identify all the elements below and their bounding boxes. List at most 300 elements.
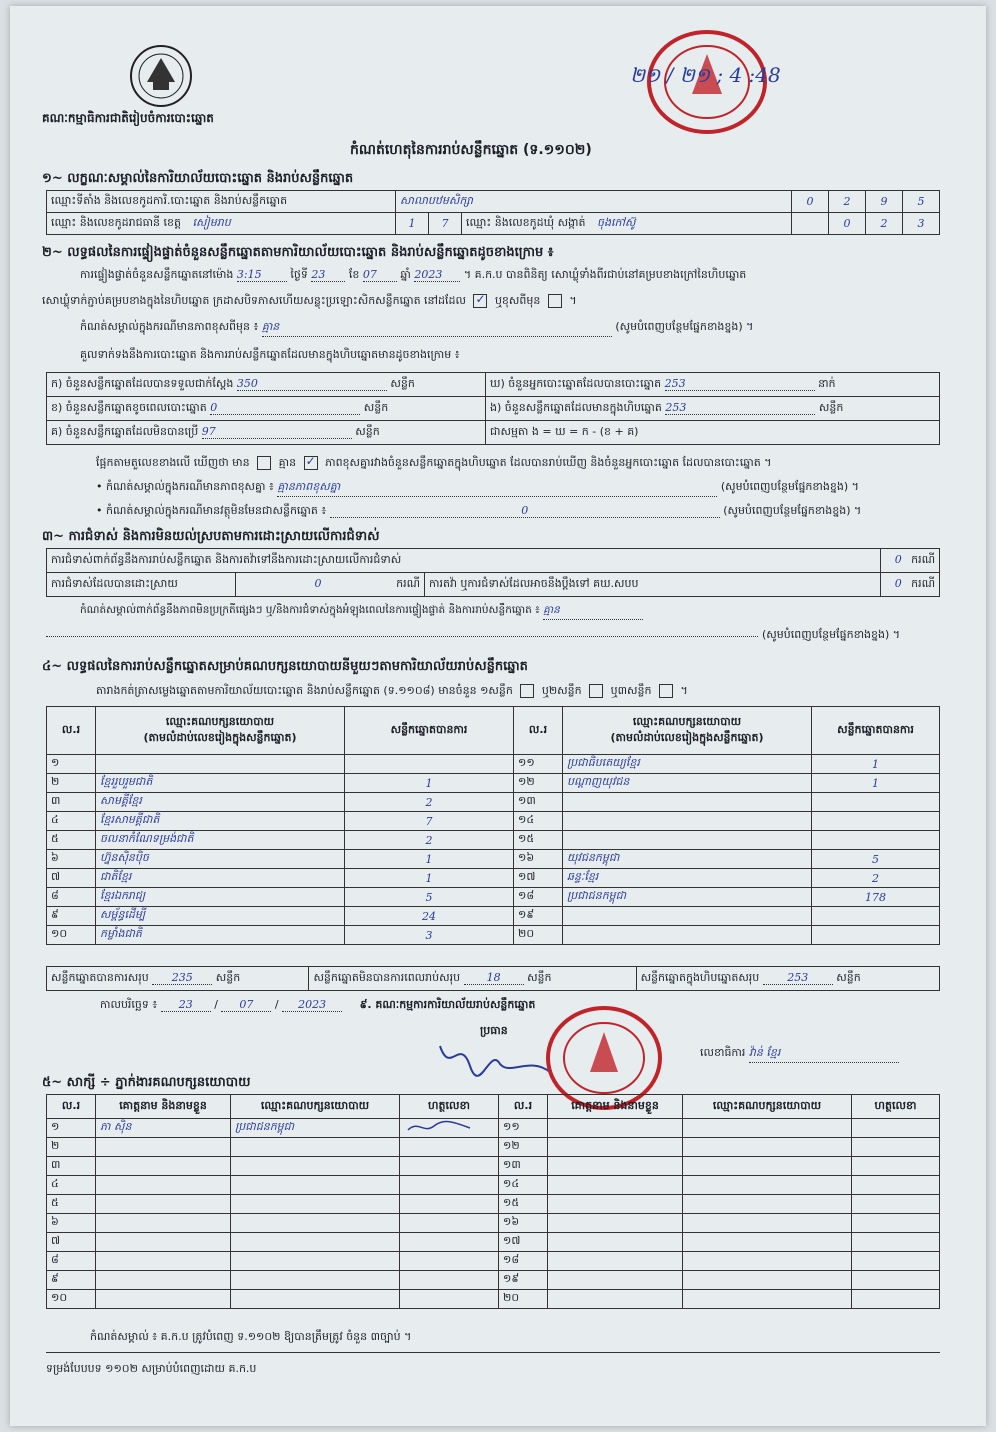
count-value: 253	[665, 401, 815, 415]
total-invalid-value: 18	[464, 971, 524, 985]
witness-name	[548, 1233, 683, 1252]
office-code-digit: 2	[829, 191, 866, 213]
foreign-value: 0	[330, 504, 720, 518]
total-valid-value: 235	[152, 971, 212, 985]
row-number: ១៧	[499, 1233, 548, 1252]
witness-signature	[852, 1271, 940, 1290]
party-votes: 178	[812, 888, 940, 907]
party-name: បណ្តាញយុវជន	[563, 774, 812, 793]
row-number: ១៩	[499, 1271, 548, 1290]
party-votes	[345, 755, 514, 774]
count-value: 0	[210, 401, 360, 415]
count-unit: សន្លឹក	[818, 400, 844, 414]
objection-count: 0	[894, 552, 902, 566]
row-number: ២	[47, 1138, 96, 1157]
commune-cell	[462, 213, 792, 235]
witness-party	[683, 1252, 852, 1271]
section2-title: ២~ លទ្ធផលនៃការផ្ទៀងផ្ទាត់ចំនួនសន្លឹកឆ្នោតតាមការិយាល័យបោះឆ្នោត និងរាប់សន្លឹកឆ្នោតដូចខាងក្រោម ៖	[42, 245, 554, 260]
table-row	[47, 1233, 940, 1252]
committee-sign-title: ៩. គណៈកម្មការការិយាល័យរាប់សន្លឹកឆ្នោត	[359, 998, 536, 1011]
change-note-label: កំណត់សម្គាល់ក្នុងករណីមានភាពខុសពីមុន ៖	[80, 320, 259, 333]
row-number: ១	[47, 755, 96, 774]
witness-signature	[852, 1214, 940, 1233]
witness-table	[46, 1094, 940, 1309]
section1-title: ១~ លក្ខណៈសម្គាល់នៃការិយាល័យបោះឆ្នោត និងរាប់សន្លឹកឆ្នោត	[42, 171, 354, 186]
witness-signature	[400, 1195, 499, 1214]
footer-divider	[46, 1352, 940, 1353]
table-row	[47, 1214, 940, 1233]
table-row	[47, 1119, 940, 1138]
witness-name	[96, 1195, 231, 1214]
totals-table	[46, 966, 940, 991]
witness-signature	[400, 1271, 499, 1290]
party-name: ប្រជាធិបតេយ្យខ្មែរ	[563, 755, 812, 774]
party-votes: 24	[345, 907, 514, 926]
total-invalid-cell	[309, 967, 636, 991]
table-row	[47, 774, 940, 793]
witness-signature	[852, 1195, 940, 1214]
row-number: ១៥	[514, 831, 563, 850]
row-number: ២	[47, 774, 96, 793]
witness-name	[96, 1271, 231, 1290]
witness-name	[548, 1214, 683, 1233]
table-row	[47, 850, 940, 869]
irregularity-extra-line	[46, 636, 758, 637]
party-name	[563, 793, 812, 812]
witness-name	[96, 1157, 231, 1176]
commune-code-digit: 2	[866, 213, 903, 235]
appeal-value	[881, 573, 940, 597]
witness-signature	[400, 1290, 499, 1309]
secretary-label: លេខាធិការ	[700, 1046, 746, 1059]
party-name: ខ្មែររួបរួមជាតិ	[96, 774, 345, 793]
witness-party	[683, 1176, 852, 1195]
witness-name	[548, 1271, 683, 1290]
secretary-name: វ៉ាន់ ខ្មែរ	[749, 1046, 899, 1063]
discrepancy-tail: ភាពខុសគ្នារវាងចំនួនសន្លឹកឆ្នោតក្នុងហិបឆ្នោត ដែលបានរាប់ឃើញ និងចំនួនអ្នកបោះឆ្នោត ដែលបានបោះឆ្នោត ។	[325, 456, 772, 469]
province-code-digit: 7	[429, 213, 462, 235]
province-label	[47, 213, 396, 235]
party-name: ជាតិខ្មែរ	[96, 869, 345, 888]
objection-unit: ករណី	[911, 552, 935, 566]
foreign-line	[96, 504, 861, 520]
table-row	[47, 1290, 940, 1309]
footer-note: កំណត់សម្គាល់ ៖ គ.ក.ប ត្រូវបំពេញ ទ.១១០២ ឱ្យបានត្រឹមត្រូវ ចំនួន ៣ច្បាប់ ។	[90, 1330, 412, 1343]
count-label: ខ) ចំនួនសន្លឹកឆ្នោតខូចពេលបោះឆ្នោត	[51, 400, 207, 414]
office-code-digit: 9	[866, 191, 903, 213]
row-number: ១៥	[499, 1195, 548, 1214]
witness-party: ប្រជាជនកម្ពុជា	[231, 1119, 400, 1138]
row-number: ៩	[47, 907, 96, 926]
ballot-count-table	[46, 372, 940, 445]
count-row-b	[47, 397, 486, 421]
party-votes	[812, 793, 940, 812]
table-row	[47, 1176, 940, 1195]
col-no: ល.រ	[499, 1095, 548, 1119]
three-sheets-label: ឬ៣សន្លឹក	[610, 684, 652, 697]
party-votes: 5	[345, 888, 514, 907]
count-row-e	[486, 397, 940, 421]
row-number: ១៤	[514, 812, 563, 831]
party-name: ខ្មែរឯករាជ្យ	[96, 888, 345, 907]
witness-name	[548, 1252, 683, 1271]
witness-party	[683, 1157, 852, 1176]
witness-party	[231, 1195, 400, 1214]
section5-title: ៥~ សាក្សី ÷ ភ្នាក់ងារគណបក្សនយោបាយ	[42, 1075, 251, 1090]
party-name	[563, 926, 812, 945]
tally-sheet-text: តារាងកត់ត្រាសម្លេងឆ្នោតតាមការិយាល័យបោះឆ្នោត និងរាប់សន្លឹកឆ្នោត (ទ.១១០៨) មានចំនួន ១សន្លឹក	[96, 684, 513, 697]
witness-signature	[400, 1119, 499, 1138]
irregularity-note-value: គ្មាន	[543, 604, 643, 620]
party-votes	[812, 831, 940, 850]
col-party	[96, 707, 345, 755]
party-name: សាមគ្គីខ្មែរ	[96, 793, 345, 812]
tally-sheet-line: តារាងកត់ត្រាសម្លេងឆ្នោតតាមការិយាល័យបោះឆ្នោត និងរាប់សន្លឹកឆ្នោត (ទ.១១០៨) មានចំនួន ១សន្លឹក ឬ២សន្លឹក ឬ៣សន្លឹក ។	[96, 684, 688, 697]
row-number: ៨	[47, 888, 96, 907]
count-label: ក) ចំនួនសន្លឹកឆ្នោតដែលបានទទួលជាក់ស្តែង	[51, 376, 234, 390]
total-box-value: 253	[763, 971, 833, 985]
party-votes	[812, 926, 940, 945]
row-number: ២០	[514, 926, 563, 945]
office-code-digit: 0	[792, 191, 829, 213]
witness-name	[96, 1233, 231, 1252]
irregularity-note-line	[80, 604, 643, 620]
objections-table	[46, 548, 940, 597]
province-name: សៀមរាប	[192, 215, 231, 229]
party-name: សម្ព័ន្ធដើម្បី	[96, 907, 345, 926]
party-name: យុវជនកម្ពុជា	[563, 850, 812, 869]
party-name	[96, 755, 345, 774]
party-votes: 2	[345, 793, 514, 812]
disc-note-line	[96, 480, 859, 497]
same-checkbox[interactable]	[473, 294, 487, 308]
total-valid-cell	[47, 967, 309, 991]
appeal-count: 0	[894, 576, 902, 590]
year-label: ឆ្នាំ	[400, 268, 411, 281]
col-no: ល.រ	[47, 1095, 96, 1119]
witness-name	[548, 1195, 683, 1214]
count-row-d	[486, 373, 940, 397]
resolved-unit: ករណី	[396, 576, 420, 590]
table-row	[47, 926, 940, 945]
witness-signature	[400, 1138, 499, 1157]
col-votes: សន្លឹកឆ្នោតបានការ	[345, 707, 514, 755]
col-party-title: ឈ្មោះគណបក្សនយោបាយ	[165, 714, 275, 728]
commune-code-digit: 0	[829, 213, 866, 235]
party-name	[563, 831, 812, 850]
province-label-text: ឈ្មោះ និងលេខកូដរាជធានី ខេត្ត	[51, 215, 181, 229]
table-row	[47, 1252, 940, 1271]
witness-signature	[852, 1290, 940, 1309]
row-number: ៤	[47, 1176, 96, 1195]
objection-value	[881, 549, 940, 573]
form-title: កំណត់ហេតុនៃការរាប់សន្លឹកឆ្នោត (ទ.១១០២)	[350, 142, 592, 158]
row-number: ១៣	[514, 793, 563, 812]
party-name: កម្លាំងជាតិ	[96, 926, 345, 945]
objection-label: ការជំទាស់ពាក់ព័ន្ធនឹងការរាប់សន្លឹកឆ្នោត និងការតវ៉ាទៅនឹងការដោះស្រាយលើការជំទាស់	[47, 549, 881, 573]
witness-signature	[852, 1138, 940, 1157]
no-label: គ្មាន	[278, 456, 297, 469]
row-number: ៦	[47, 1214, 96, 1233]
party-votes: 3	[345, 926, 514, 945]
col-sign: ហត្ថលេខា	[400, 1095, 499, 1119]
party-votes: 5	[812, 850, 940, 869]
row-number: ២០	[499, 1290, 548, 1309]
witness-name	[548, 1119, 683, 1138]
witness-signature	[400, 1157, 499, 1176]
verify-time: 3:15	[237, 268, 287, 282]
party-votes: 1	[812, 774, 940, 793]
party-name: ហ្វ៊ុនស៊ិនប៉ិច	[96, 850, 345, 869]
discrepancy-no-checkbox[interactable]	[304, 456, 318, 470]
row-number: ១៨	[499, 1252, 548, 1271]
discrepancy-yes-checkbox[interactable]	[257, 456, 271, 470]
witness-signature	[400, 1176, 499, 1195]
witness-party	[231, 1252, 400, 1271]
col-party-sub: (តាមលំដាប់លេខរៀងក្នុងសន្លឹកឆ្នោត)	[143, 730, 297, 744]
foreign-label: • កំណត់សម្គាល់ក្នុងករណីមានវត្ថុមិនមែនជាសន្លឹកឆ្នោត ៖	[96, 504, 327, 517]
table-row	[47, 1138, 940, 1157]
witness-signature	[400, 1214, 499, 1233]
total-invalid-label: សន្លឹកឆ្នោតមិនបានការពេលរាប់សរុប	[313, 970, 461, 984]
count-value: 97	[202, 425, 352, 439]
month-label: ខែ	[348, 268, 360, 281]
location-name: សាលាបឋមសិក្សា	[396, 191, 792, 213]
witness-name	[548, 1138, 683, 1157]
row-number: ៧	[47, 1233, 96, 1252]
party-votes: 1	[812, 755, 940, 774]
province-code-digit: 1	[396, 213, 429, 235]
row-number: ១២	[499, 1138, 548, 1157]
party-votes: 7	[345, 812, 514, 831]
formula-cell: ជាសម្មតា ង = ឃ = ក - (ខ + គ)	[486, 421, 940, 445]
party-name: ឆន្ទៈខ្មែរ	[563, 869, 812, 888]
row-number: ១៨	[514, 888, 563, 907]
witness-name	[96, 1290, 231, 1309]
secretary-line	[700, 1046, 899, 1063]
count-unit: សន្លឹក	[390, 376, 415, 390]
row-number: ៩	[47, 1271, 96, 1290]
row-number: ១៦	[499, 1214, 548, 1233]
count-label: គ) ចំនួនសន្លឹកឆ្នោតដែលមិនបានប្រើ	[51, 424, 199, 438]
section4-title: ៤~ លទ្ធផលនៃការរាប់សន្លឹកឆ្នោតសម្រាប់គណបក្សនយោបាយនីមួយៗតាមការិយាល័យរាប់សន្លឹកឆ្នោត	[42, 659, 528, 674]
total-unit: សន្លឹក	[215, 970, 241, 984]
witness-name	[96, 1176, 231, 1195]
row-number: ១០	[47, 1290, 96, 1309]
table-row	[47, 907, 940, 926]
section1-table	[46, 190, 940, 235]
count-unit: នាក់	[818, 376, 836, 390]
verify-text: ការផ្ទៀងផ្ទាត់ចំនួនសន្លឹកឆ្នោតនៅម៉ោង	[80, 268, 234, 281]
witness-name	[96, 1138, 231, 1157]
resolved-value	[236, 573, 425, 597]
table-row	[47, 793, 940, 812]
verify-day: 23	[311, 268, 345, 282]
count-unit: សន្លឹក	[355, 424, 380, 438]
witness-party	[231, 1214, 400, 1233]
resolved-count: 0	[314, 576, 322, 590]
total-box-label: សន្លឹកឆ្នោតក្នុងហិបឆ្នោតសរុប	[640, 970, 760, 984]
appeal-label: ការតវ៉ា ឬការជំទាស់ដែលអាចនឹងប្តឹងទៅ គឃ.សបប	[425, 573, 881, 597]
witness-party	[683, 1233, 852, 1252]
total-valid-label: សន្លឹកឆ្នោតបានការសរុប	[51, 970, 149, 984]
witness-signature	[852, 1252, 940, 1271]
witness-name	[548, 1290, 683, 1309]
witness-signature	[852, 1119, 940, 1138]
col-votes: សន្លឹកឆ្នោតបានការ	[812, 707, 940, 755]
count-row-c	[47, 421, 486, 445]
total-box-cell	[636, 967, 939, 991]
row-number: ១៤	[499, 1176, 548, 1195]
commune-name: ចុងកៅស៊ូ	[597, 215, 636, 229]
row-number: ៦	[47, 850, 96, 869]
witness-name	[548, 1176, 683, 1195]
fill-hint: (សូមបំពេញបន្ថែមផ្នែកខាងខ្នង) ។	[720, 480, 859, 493]
nec-emblem-icon	[125, 42, 197, 110]
witness-signature	[852, 1157, 940, 1176]
table-row	[47, 869, 940, 888]
verify-month: 07	[363, 268, 397, 282]
fill-hint: (សូមបំពេញបន្ថែមផ្នែកខាងខ្នង) ។	[723, 504, 862, 517]
table-row	[47, 1271, 940, 1290]
col-party: ឈ្មោះគណបក្សនយោបាយ	[683, 1095, 852, 1119]
total-unit: សន្លឹក	[527, 970, 552, 984]
witness-party	[683, 1195, 852, 1214]
document-page	[10, 6, 986, 1426]
row-number: ៥	[47, 1195, 96, 1214]
date-line: កាលបរិច្ឆេទ ៖ 23 / 07 / 2023 ៩. គណៈកម្មការការិយាល័យរាប់សន្លឹកឆ្នោត	[100, 998, 536, 1011]
disc-note-value: គ្មានភាពខុសគ្នា	[277, 480, 717, 497]
change-note-line	[80, 320, 753, 337]
party-name: ចលនាកំណែទម្រង់ជាតិ	[96, 831, 345, 850]
row-number: ១២	[514, 774, 563, 793]
row-number: ៧	[47, 869, 96, 888]
row-number: ១៧	[514, 869, 563, 888]
location-label: ឈ្មោះទីតាំង និងលេខកូដការិ.បោះឆ្នោត និងរាប់សន្លឹកឆ្នោត	[47, 191, 396, 213]
witness-party	[231, 1138, 400, 1157]
witness-name	[96, 1252, 231, 1271]
witness-signature	[852, 1233, 940, 1252]
discrepancy-line	[96, 456, 771, 472]
witness-party	[683, 1271, 852, 1290]
two-sheets-label: ឬ២សន្លឹក	[541, 684, 582, 697]
row-number: ១៩	[514, 907, 563, 926]
change-note-value: គ្មាន	[262, 320, 612, 337]
witness-party	[231, 1176, 400, 1195]
col-name: គោត្តនាម និងនាមខ្លួន	[548, 1095, 683, 1119]
different-checkbox[interactable]	[548, 294, 562, 308]
row-number: ៥	[47, 831, 96, 850]
col-no: ល.រ	[514, 707, 563, 755]
row-number: ១៦	[514, 850, 563, 869]
table-row	[47, 1157, 940, 1176]
table-row	[47, 812, 940, 831]
one-sheet-checkbox[interactable]	[520, 684, 534, 698]
count-value: 350	[237, 377, 387, 391]
witness-party	[683, 1290, 852, 1309]
disc-note-label: • កំណត់សម្គាល់ក្នុងករណីមានភាពខុសគ្នា ៖	[96, 480, 274, 493]
row-number: ១១	[514, 755, 563, 774]
witness-name	[548, 1157, 683, 1176]
witness-signature	[400, 1233, 499, 1252]
stamp-time: ២១ / ២១ ; 4 :48	[630, 63, 781, 87]
two-sheets-checkbox[interactable]	[589, 684, 603, 698]
fill-hint: (សូមបំពេញបន្ថែមផ្នែកខាងខ្នង) ។	[615, 320, 754, 333]
table-row	[47, 1195, 940, 1214]
table-row	[47, 831, 940, 850]
count-label: ឃ) ចំនួនអ្នកបោះឆ្នោតដែលបានបោះឆ្នោត	[490, 376, 662, 390]
col-name: គោត្តនាម និងនាមខ្លួន	[96, 1095, 231, 1119]
party-votes: 2	[345, 831, 514, 850]
party-votes: 1	[345, 774, 514, 793]
count-value: 253	[665, 377, 815, 391]
row-number: ៨	[47, 1252, 96, 1271]
seal-line: សោឃ្លុំទាក់ភ្ជាប់គម្របខាងក្នុងនៃហិបឆ្នោត ក្រដាសបិទភាសហើយសន្លុះប្រឡោះសិកសន្លឹកឆ្នោត នៅដដែល ✓ ឬខុសពីមុន ។	[42, 294, 577, 310]
form-footer: ទម្រង់បែបបទ ១១០២ សម្រាប់បំពេញដោយ គ.ក.ប	[46, 1362, 257, 1375]
table-row	[47, 755, 940, 774]
date-day: 23	[161, 998, 211, 1012]
col-party	[563, 707, 812, 755]
row-number: ១	[47, 1119, 96, 1138]
fill-hint: (សូមបំពេញបន្ថែមផ្នែកខាងខ្នង) ។	[762, 628, 901, 641]
witness-signature	[400, 1252, 499, 1271]
witness-name: ភា ស៊ិន	[96, 1119, 231, 1138]
row-number: ៤	[47, 812, 96, 831]
commune-label: ឈ្មោះ និងលេខកូដឃុំ សង្កាត់	[466, 215, 586, 229]
date-label: កាលបរិច្ឆេទ ៖	[100, 998, 158, 1011]
row-number: ១៣	[499, 1157, 548, 1176]
count-label: ង) ចំនួនសន្លឹកឆ្នោតដែលមានក្នុងហិបឆ្នោត	[490, 400, 662, 414]
witness-party	[231, 1233, 400, 1252]
discrepancy-text: ផ្អែកតាមតួលេខខាងលើ ឃើញថា មាន	[96, 456, 250, 469]
date-year: 2023	[282, 998, 342, 1012]
col-party-sub: (តាមលំដាប់លេខរៀងក្នុងសន្លឹកឆ្នោត)	[610, 730, 764, 744]
witness-signature-icon	[404, 1120, 474, 1134]
office-code-digit: 5	[903, 191, 940, 213]
cast-text: គួលទាក់ទងនឹងការបោះឆ្នោត និងការរាប់សន្លឹកឆ្នោតដែលមានក្នុងហិបឆ្នោតមានដូចខាងក្រោម ៖	[80, 348, 460, 361]
witness-party	[683, 1138, 852, 1157]
party-votes	[812, 812, 940, 831]
witness-party	[231, 1271, 400, 1290]
table-row	[47, 888, 940, 907]
party-votes: 1	[345, 869, 514, 888]
witness-party	[683, 1119, 852, 1138]
president-label: ប្រធាន	[480, 1024, 508, 1037]
witness-party	[231, 1157, 400, 1176]
party-name: ខ្មែរសាមគ្គីជាតិ	[96, 812, 345, 831]
count-unit: សន្លឹក	[363, 400, 389, 414]
appeal-unit: ករណី	[911, 576, 935, 590]
witness-party	[683, 1214, 852, 1233]
three-sheets-checkbox[interactable]	[659, 684, 673, 698]
date-month: 07	[221, 998, 271, 1012]
row-number: ១១	[499, 1119, 548, 1138]
row-number: ១០	[47, 926, 96, 945]
row-number: ៣	[47, 793, 96, 812]
verify-year: 2023	[414, 268, 460, 282]
seal-text: សោឃ្លុំទាក់ភ្ជាប់គម្របខាងក្នុងនៃហិបឆ្នោត ក្រដាសបិទភាសហើយសន្លុះប្រឡោះសិកសន្លឹកឆ្នោត នៅដដែល	[42, 294, 466, 307]
party-votes	[812, 907, 940, 926]
witness-party	[231, 1290, 400, 1309]
verify-line	[80, 268, 746, 284]
president-signature-icon	[430, 1036, 560, 1086]
col-sign: ហត្ថលេខា	[852, 1095, 940, 1119]
party-name	[563, 907, 812, 926]
party-votes: 2	[812, 869, 940, 888]
day-label: ថ្ងៃទី	[290, 268, 308, 281]
count-row-a	[47, 373, 486, 397]
party-results-table	[46, 706, 940, 945]
